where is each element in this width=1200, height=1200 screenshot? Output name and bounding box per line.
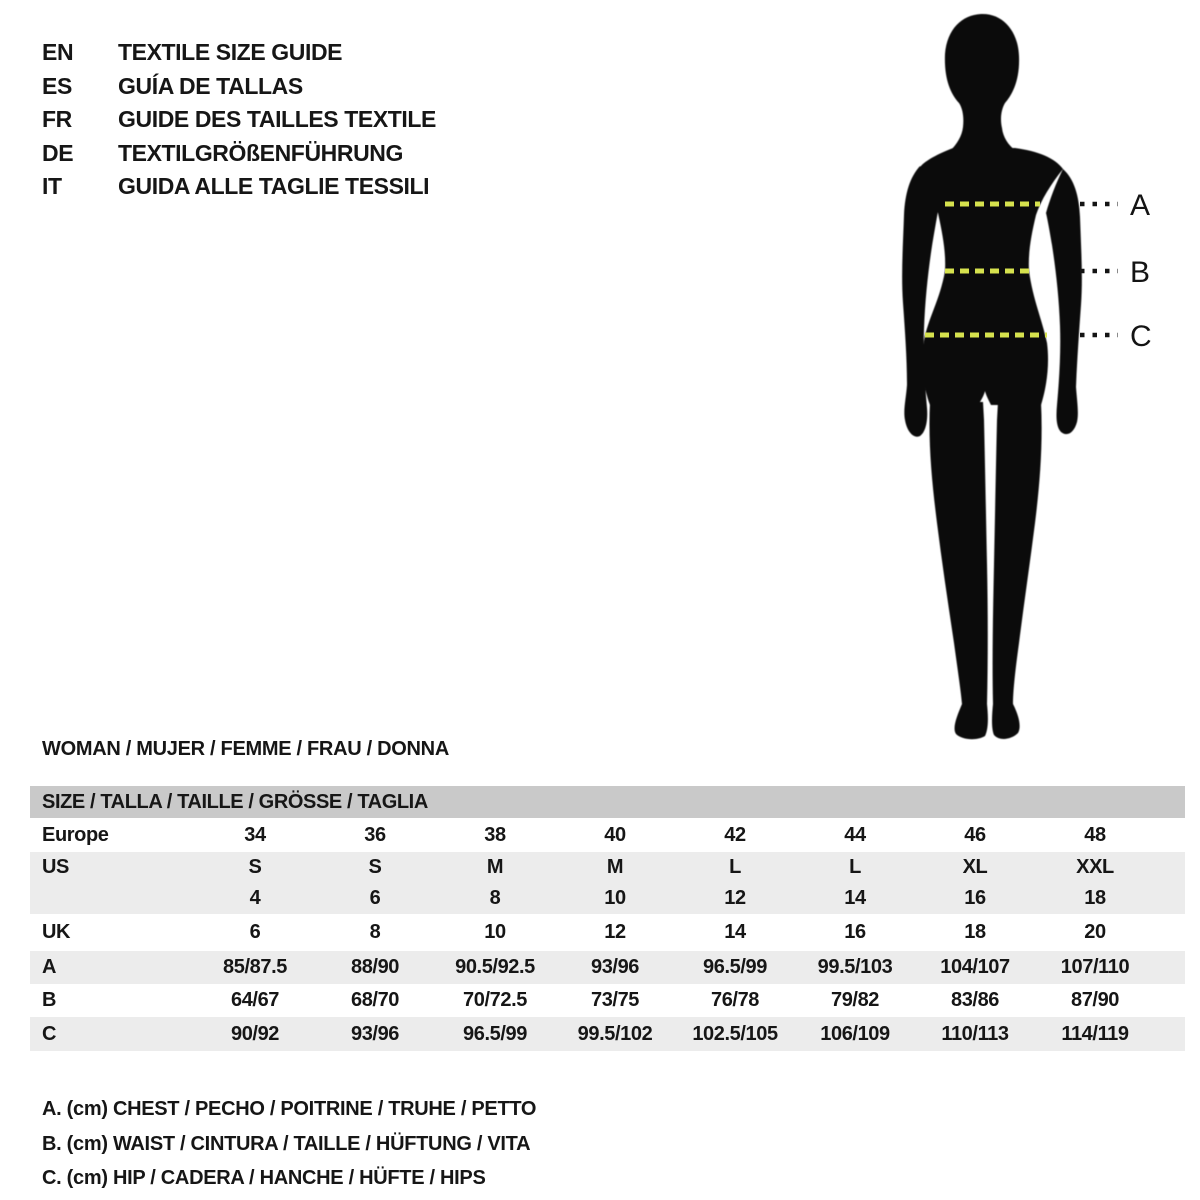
size-cell: XXL [1076,856,1114,878]
size-row-us-letters [30,852,1185,883]
row-label: UK [42,921,71,943]
size-cell: 73/75 [590,989,640,1011]
size-cell: S [368,856,382,878]
lang-row-it [42,170,436,204]
size-cell: 90.5/92.5 [455,956,535,978]
size-cell: 93/96 [590,956,640,978]
measurement-legend [42,1092,536,1196]
size-cell: 107/110 [1060,956,1130,978]
size-cell: 36 [364,823,386,846]
size-cell: L [729,856,741,878]
lang-row-en [42,36,436,70]
size-cell: 8 [489,887,501,909]
size-cell: 96.5/99 [703,956,767,978]
lang-code: ES [42,72,72,99]
lang-code: DE [42,139,74,166]
size-cell: 104/107 [940,956,1010,978]
size-cell: 110/113 [941,1022,1009,1045]
size-cell: 85/87.5 [223,956,287,978]
lang-title: GUÍA DE TALLAS [118,72,303,99]
size-cell: 16 [844,921,866,943]
size-cell: 10 [604,887,626,909]
lang-code: FR [42,106,72,133]
size-cell: 90/92 [230,1022,280,1045]
size-row-uk [30,914,1185,951]
size-cell: 46 [964,823,986,846]
size-cell: 99.5/103 [817,956,893,978]
size-row-europe [30,818,1185,852]
waist-label: B [1130,256,1151,289]
row-label: A [42,956,57,978]
size-cell: 64/67 [230,989,280,1011]
size-row-us-numbers [30,883,1185,914]
size-cell: 38 [484,823,506,846]
lang-code: EN [42,39,74,66]
lang-row-fr [42,103,436,137]
row-label: Europe [42,823,109,846]
size-cell: 76/78 [710,989,760,1011]
size-cell: 106/109 [820,1022,890,1045]
size-cell: 6 [369,887,381,909]
size-cell: 12 [604,921,626,943]
size-cell: 14 [844,887,866,909]
size-cell: 40 [604,823,626,846]
size-table-header: SIZE / TALLA / TAILLE / GRÖSSE / TAGLIA [30,786,1185,818]
size-cell: 96.5/99 [463,1022,527,1045]
size-cell: 87/90 [1070,989,1120,1011]
size-cell: S [248,856,262,878]
size-cell: 93/96 [350,1022,400,1045]
size-cell: 20 [1084,921,1106,943]
woman-silhouette-figure [850,0,1200,740]
lang-title: GUIDE DES TAILLES TEXTILE [118,106,436,133]
size-cell: 102.5/105 [692,1022,778,1045]
woman-silhouette [902,14,1082,739]
size-cell: 4 [249,887,261,909]
lang-row-es [42,70,436,104]
size-cell: 18 [1084,887,1106,909]
size-cell: 12 [724,887,746,909]
hip-label: C [1130,320,1152,353]
size-row-chest-a [30,951,1185,984]
size-cell: 10 [484,921,506,943]
size-cell: 79/82 [830,989,880,1011]
row-label: B [42,989,57,1011]
size-row-waist-b [30,984,1185,1017]
row-label: US [42,856,69,878]
size-cell: M [606,856,624,878]
size-cell: 8 [369,921,381,943]
row-label: C [42,1022,57,1045]
language-title-block [42,36,436,204]
size-cell: XL [962,856,988,878]
size-cell: 88/90 [350,956,400,978]
size-cell: 6 [249,921,261,943]
size-cell: 44 [844,823,866,846]
size-cell: 68/70 [350,989,400,1011]
size-cell: L [849,856,861,878]
size-cell: 18 [964,921,986,943]
size-row-hip-c [30,1017,1185,1051]
lang-title: TEXTILE SIZE GUIDE [118,39,343,66]
size-cell: M [486,856,504,878]
size-cell: 14 [724,921,746,943]
legend-waist: B. (cm) WAIST / CINTURA / TAILLE / HÜFTUNG / VITA [42,1132,531,1155]
lang-title: TEXTILGRÖßENFÜHRUNG [118,139,403,166]
size-cell: 34 [244,823,266,846]
size-cell: 48 [1084,823,1106,846]
section-title: WOMAN / MUJER / FEMME / FRAU / DONNA [42,738,449,760]
size-cell: 99.5/102 [577,1022,653,1045]
size-cell: 16 [964,887,986,909]
size-cell: 83/86 [950,989,1000,1011]
lang-code: IT [42,173,62,200]
chest-label: A [1130,189,1151,222]
lang-row-de [42,137,436,171]
lang-title: GUIDA ALLE TAGLIE TESSILI [118,173,430,200]
size-cell: 70/72.5 [463,989,527,1011]
size-cell: 42 [724,823,746,846]
legend-hip: C. (cm) HIP / CADERA / HANCHE / HÜFTE / HIPS [42,1167,486,1189]
legend-chest: A. (cm) CHEST / PECHO / POITRINE / TRUHE / PETTO [42,1098,537,1120]
size-table [30,786,1185,1051]
size-cell: 114/119 [1061,1022,1129,1045]
